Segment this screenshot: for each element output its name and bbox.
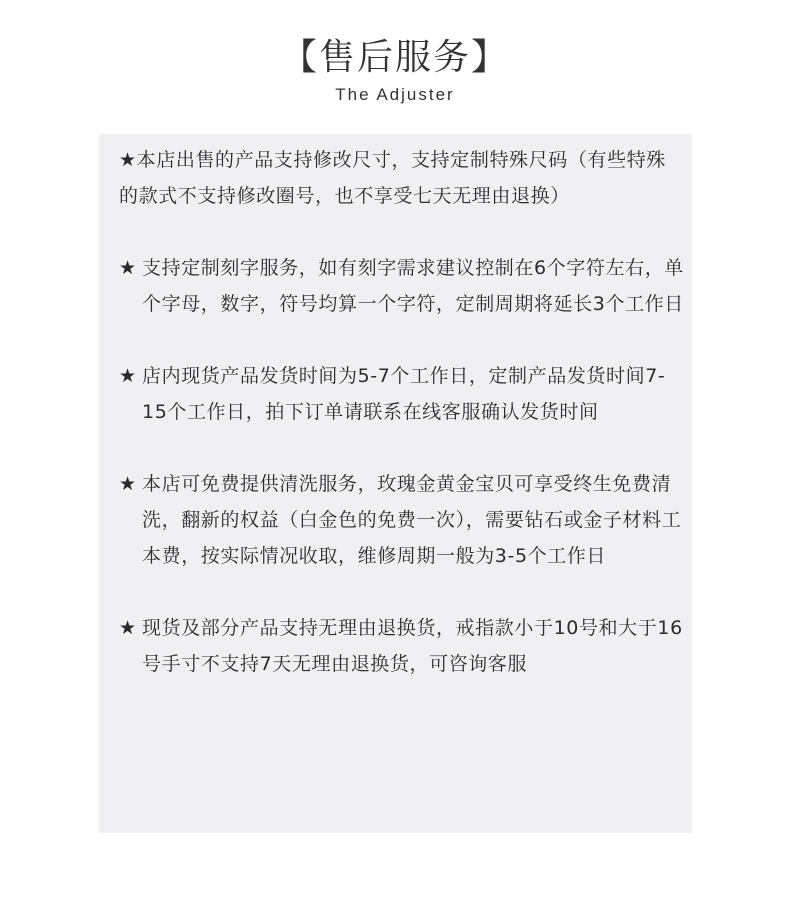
service-info-panel — [99, 134, 692, 833]
list-item — [119, 610, 684, 682]
list-item-text: 现货及部分产品支持无理由退换货，戒指款小于10号和大于16号手寸不支持7天无理由退换货，可咨询客服 — [142, 617, 683, 675]
list-item — [119, 142, 684, 214]
star-icon: ★ — [119, 473, 137, 495]
list-item — [119, 250, 684, 322]
page-title: 【售后服务】 — [280, 37, 509, 78]
list-item-text: 本店可免费提供清洗服务，玫瑰金黄金宝贝可享受终生免费清洗，翻新的权益（白金色的免费一次），需要钻石或金子材料工本费，按实际情况收取，维修周期一般为3-5个工作日 — [142, 473, 682, 567]
star-icon: ★ — [119, 149, 137, 171]
star-icon: ★ — [119, 617, 137, 639]
list-item — [119, 466, 684, 574]
list-item-text: 本店出售的产品支持修改尺寸，支持定制特殊尺码（有些特殊的款式不支持修改圈号，也不享受七天无理由退换） — [119, 149, 666, 207]
list-item — [119, 358, 684, 430]
list-item-text: 支持定制刻字服务，如有刻字需求建议控制在6个字符左右，单个字母，数字，符号均算一个字符，定制周期将延长3个工作日 — [142, 257, 684, 315]
star-icon: ★ — [119, 257, 137, 279]
page-header — [0, 36, 790, 106]
list-item-text: 店内现货产品发货时间为5-7个工作日，定制产品发货时间7-15个工作日，拍下订单请联系在线客服确认发货时间 — [142, 365, 666, 423]
service-list — [119, 142, 684, 718]
star-icon: ★ — [119, 365, 137, 387]
page-subtitle: The Adjuster — [335, 85, 455, 104]
